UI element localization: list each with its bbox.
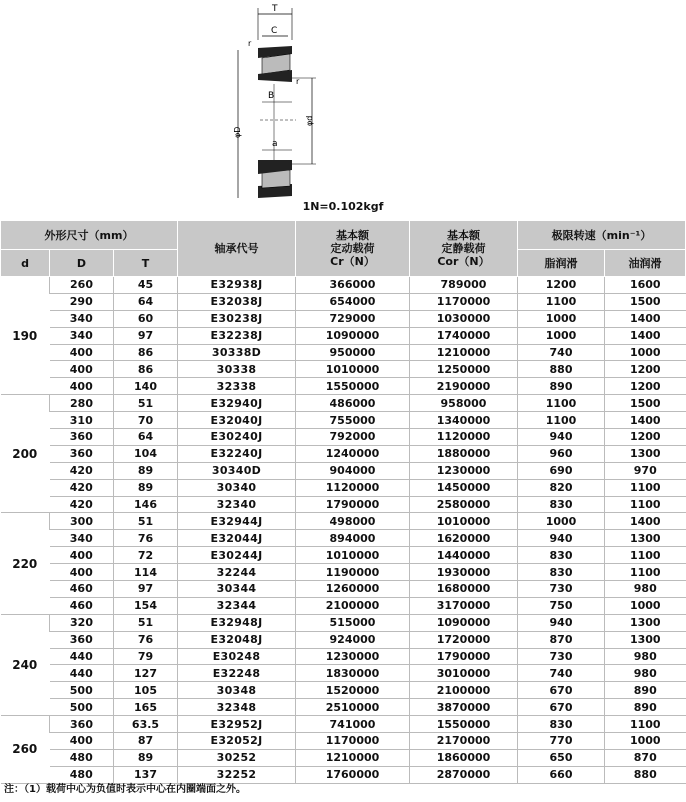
bearing-code-cell: 32252: [178, 766, 296, 783]
outer-diameter-cell: 300: [50, 513, 114, 530]
grease-speed-cell: 1000: [518, 327, 605, 344]
grease-speed-cell: 880: [518, 361, 605, 378]
bearing-code-cell: 30340: [178, 479, 296, 496]
static-load-cell: 1030000: [410, 310, 518, 327]
table-row: [1, 682, 686, 699]
label-D: φD: [233, 126, 242, 138]
table-row: [1, 277, 686, 294]
oil-speed-cell: 980: [605, 581, 686, 598]
width-cell: 87: [114, 733, 178, 750]
oil-speed-cell: 1400: [605, 327, 686, 344]
static-load-cell: 2870000: [410, 766, 518, 783]
width-cell: 89: [114, 462, 178, 479]
dynamic-load-cell: 654000: [296, 293, 410, 310]
dynamic-load-cell: 1120000: [296, 479, 410, 496]
dynamic-load-cell: 950000: [296, 344, 410, 361]
width-cell: 63.5: [114, 716, 178, 733]
table-row: [1, 445, 686, 462]
static-load-cell: 1340000: [410, 412, 518, 429]
oil-speed-cell: 1300: [605, 445, 686, 462]
outer-diameter-cell: 360: [50, 716, 114, 733]
static-load-cell: 1880000: [410, 445, 518, 462]
oil-speed-cell: 1600: [605, 277, 686, 294]
oil-speed-cell: 1300: [605, 530, 686, 547]
dynamic-load-cell: 1830000: [296, 665, 410, 682]
width-cell: 89: [114, 479, 178, 496]
bearing-code-cell: 30338D: [178, 344, 296, 361]
outer-diameter-cell: 420: [50, 462, 114, 479]
dynamic-load-cell: 792000: [296, 429, 410, 446]
grease-speed-cell: 830: [518, 547, 605, 564]
bearing-code-cell: E32944J: [178, 513, 296, 530]
width-cell: 51: [114, 513, 178, 530]
bearing-code-cell: E32048J: [178, 631, 296, 648]
grease-speed-cell: 1200: [518, 277, 605, 294]
outer-diameter-cell: 400: [50, 733, 114, 750]
dynamic-load-cell: 1170000: [296, 733, 410, 750]
header-d: d: [1, 250, 50, 277]
outer-diameter-cell: 400: [50, 564, 114, 581]
static-load-cell: 2100000: [410, 682, 518, 699]
dynamic-load-cell: 2100000: [296, 597, 410, 614]
dynamic-load-cell: 1010000: [296, 547, 410, 564]
grease-speed-cell: 770: [518, 733, 605, 750]
width-cell: 86: [114, 344, 178, 361]
outer-diameter-cell: 460: [50, 581, 114, 598]
outer-diameter-cell: 400: [50, 361, 114, 378]
grease-speed-cell: 890: [518, 378, 605, 395]
label-r-2: r: [296, 77, 300, 86]
oil-speed-cell: 880: [605, 766, 686, 783]
outer-diameter-cell: 440: [50, 665, 114, 682]
oil-speed-cell: 1000: [605, 597, 686, 614]
width-cell: 104: [114, 445, 178, 462]
bearing-code-cell: E30240J: [178, 429, 296, 446]
bearing-code-cell: 30348: [178, 682, 296, 699]
grease-speed-cell: 1000: [518, 310, 605, 327]
static-load-cell: 1450000: [410, 479, 518, 496]
table-row: [1, 327, 686, 344]
outer-diameter-cell: 500: [50, 699, 114, 716]
static-load-cell: 1120000: [410, 429, 518, 446]
static-load-cell: 3010000: [410, 665, 518, 682]
dynamic-load-cell: 894000: [296, 530, 410, 547]
grease-speed-cell: 940: [518, 614, 605, 631]
static-load-cell: 3870000: [410, 699, 518, 716]
bearing-table: [0, 220, 686, 784]
oil-speed-cell: 1100: [605, 547, 686, 564]
table-row: [1, 479, 686, 496]
width-cell: 146: [114, 496, 178, 513]
dynamic-load-cell: 366000: [296, 277, 410, 294]
static-load-cell: 1440000: [410, 547, 518, 564]
oil-speed-cell: 1500: [605, 395, 686, 412]
bearing-code-cell: E32052J: [178, 733, 296, 750]
grease-speed-cell: 830: [518, 496, 605, 513]
outer-diameter-cell: 420: [50, 496, 114, 513]
outer-diameter-cell: 360: [50, 631, 114, 648]
width-cell: 165: [114, 699, 178, 716]
oil-speed-cell: 1100: [605, 479, 686, 496]
width-cell: 114: [114, 564, 178, 581]
header-dimensions: 外形尺寸（mm）: [1, 221, 178, 250]
oil-speed-cell: 890: [605, 682, 686, 699]
outer-diameter-cell: 340: [50, 327, 114, 344]
static-load-cell: 789000: [410, 277, 518, 294]
bearing-code-cell: 32344: [178, 597, 296, 614]
width-cell: 140: [114, 378, 178, 395]
grease-speed-cell: 690: [518, 462, 605, 479]
oil-speed-cell: 1400: [605, 412, 686, 429]
width-cell: 105: [114, 682, 178, 699]
bearing-code-cell: E32948J: [178, 614, 296, 631]
footnote: 注：（1）载荷中心为负值时表示中心在内圈端面之外。: [4, 784, 246, 795]
dynamic-load-cell: 1010000: [296, 361, 410, 378]
grease-speed-cell: 940: [518, 530, 605, 547]
table-row: [1, 462, 686, 479]
static-load-cell: 1090000: [410, 614, 518, 631]
dynamic-load-cell: 924000: [296, 631, 410, 648]
dynamic-load-cell: 1260000: [296, 581, 410, 598]
outer-diameter-cell: 260: [50, 277, 114, 294]
dynamic-load-cell: 755000: [296, 412, 410, 429]
bearing-code-cell: E32040J: [178, 412, 296, 429]
bearing-code-cell: E32248: [178, 665, 296, 682]
label-B: B: [268, 91, 275, 101]
oil-speed-cell: 1000: [605, 344, 686, 361]
label-T: T: [272, 4, 278, 14]
width-cell: 76: [114, 631, 178, 648]
dynamic-load-cell: 1090000: [296, 327, 410, 344]
static-load-cell: 958000: [410, 395, 518, 412]
bearing-code-cell: 30338: [178, 361, 296, 378]
oil-speed-cell: 970: [605, 462, 686, 479]
bearing-code-cell: 32340: [178, 496, 296, 513]
width-cell: 127: [114, 665, 178, 682]
oil-speed-cell: 1100: [605, 564, 686, 581]
grease-speed-cell: 740: [518, 344, 605, 361]
table-row: [1, 716, 686, 733]
dynamic-load-cell: 1190000: [296, 564, 410, 581]
bearing-code-cell: E32038J: [178, 293, 296, 310]
width-cell: 76: [114, 530, 178, 547]
bearing-code-cell: 30252: [178, 749, 296, 766]
header-grease: 脂润滑: [518, 250, 605, 277]
width-cell: 97: [114, 327, 178, 344]
static-load-cell: 1680000: [410, 581, 518, 598]
bearing-code-cell: E30238J: [178, 310, 296, 327]
table-row: [1, 547, 686, 564]
outer-diameter-cell: 360: [50, 429, 114, 446]
bearing-code-cell: E32940J: [178, 395, 296, 412]
unit-note: 1N=0.102kgf: [302, 200, 384, 213]
table-row: [1, 665, 686, 682]
static-load-cell: 2580000: [410, 496, 518, 513]
label-r-1: r: [248, 39, 252, 48]
static-load-cell: 1740000: [410, 327, 518, 344]
table-row: [1, 749, 686, 766]
grease-speed-cell: 870: [518, 631, 605, 648]
grease-speed-cell: 740: [518, 665, 605, 682]
table-row: [1, 429, 686, 446]
table-row: [1, 310, 686, 327]
table-row: [1, 361, 686, 378]
grease-speed-cell: 940: [518, 429, 605, 446]
width-cell: 70: [114, 412, 178, 429]
outer-diameter-cell: 310: [50, 412, 114, 429]
dynamic-load-cell: 729000: [296, 310, 410, 327]
width-cell: 72: [114, 547, 178, 564]
outer-diameter-cell: 340: [50, 310, 114, 327]
bore-diameter-cell: 200: [1, 395, 50, 513]
label-d: φd: [305, 115, 314, 126]
grease-speed-cell: 820: [518, 479, 605, 496]
bearing-code-cell: E32044J: [178, 530, 296, 547]
bearing-code-cell: 32338: [178, 378, 296, 395]
outer-diameter-cell: 340: [50, 530, 114, 547]
grease-speed-cell: 830: [518, 716, 605, 733]
oil-speed-cell: 1300: [605, 631, 686, 648]
grease-speed-cell: 730: [518, 581, 605, 598]
bearing-code-cell: 32348: [178, 699, 296, 716]
table-row: [1, 395, 686, 412]
dynamic-load-cell: 515000: [296, 614, 410, 631]
width-cell: 79: [114, 648, 178, 665]
static-load-cell: 1250000: [410, 361, 518, 378]
table-row: [1, 378, 686, 395]
width-cell: 51: [114, 614, 178, 631]
bearing-code-cell: E32938J: [178, 277, 296, 294]
bearing-code-cell: 32244: [178, 564, 296, 581]
bearing-code-cell: 30340D: [178, 462, 296, 479]
header-T: T: [114, 250, 178, 277]
width-cell: 97: [114, 581, 178, 598]
static-load-cell: 1550000: [410, 716, 518, 733]
oil-speed-cell: 1500: [605, 293, 686, 310]
bearing-code-cell: 30344: [178, 581, 296, 598]
outer-diameter-cell: 400: [50, 378, 114, 395]
oil-speed-cell: 1200: [605, 361, 686, 378]
oil-speed-cell: 1100: [605, 716, 686, 733]
bearing-diagram: [200, 0, 360, 215]
grease-speed-cell: 660: [518, 766, 605, 783]
outer-diameter-cell: 400: [50, 344, 114, 361]
grease-speed-cell: 960: [518, 445, 605, 462]
oil-speed-cell: 1100: [605, 496, 686, 513]
table-row: [1, 412, 686, 429]
bore-diameter-cell: 240: [1, 614, 50, 715]
outer-diameter-cell: 400: [50, 547, 114, 564]
width-cell: 154: [114, 597, 178, 614]
grease-speed-cell: 670: [518, 682, 605, 699]
dynamic-load-cell: 498000: [296, 513, 410, 530]
bearing-code-cell: E30248: [178, 648, 296, 665]
table-row: [1, 581, 686, 598]
bore-diameter-cell: 220: [1, 513, 50, 614]
grease-speed-cell: 1100: [518, 395, 605, 412]
dynamic-load-cell: 1230000: [296, 648, 410, 665]
oil-speed-cell: 870: [605, 749, 686, 766]
static-load-cell: 2190000: [410, 378, 518, 395]
header-code: 轴承代号: [178, 221, 296, 277]
bearing-code-cell: E32952J: [178, 716, 296, 733]
static-load-cell: 1930000: [410, 564, 518, 581]
dynamic-load-cell: 1210000: [296, 749, 410, 766]
table-row: [1, 530, 686, 547]
bearing-code-cell: E32238J: [178, 327, 296, 344]
header-cr: 基本额 定动载荷 Cr（N）: [296, 221, 410, 277]
outer-diameter-cell: 360: [50, 445, 114, 462]
grease-speed-cell: 1100: [518, 412, 605, 429]
header-oil: 油润滑: [605, 250, 686, 277]
dynamic-load-cell: 904000: [296, 462, 410, 479]
outer-diameter-cell: 480: [50, 766, 114, 783]
dynamic-load-cell: 1790000: [296, 496, 410, 513]
static-load-cell: 1620000: [410, 530, 518, 547]
dynamic-load-cell: 1240000: [296, 445, 410, 462]
outer-diameter-cell: 420: [50, 479, 114, 496]
outer-diameter-cell: 320: [50, 614, 114, 631]
width-cell: 86: [114, 361, 178, 378]
oil-speed-cell: 1400: [605, 310, 686, 327]
static-load-cell: 1210000: [410, 344, 518, 361]
table-row: [1, 733, 686, 750]
oil-speed-cell: 1300: [605, 614, 686, 631]
oil-speed-cell: 1000: [605, 733, 686, 750]
grease-speed-cell: 670: [518, 699, 605, 716]
grease-speed-cell: 830: [518, 564, 605, 581]
table-row: [1, 293, 686, 310]
grease-speed-cell: 1000: [518, 513, 605, 530]
table-row: [1, 597, 686, 614]
oil-speed-cell: 890: [605, 699, 686, 716]
dynamic-load-cell: 486000: [296, 395, 410, 412]
oil-speed-cell: 1400: [605, 513, 686, 530]
table-row: [1, 496, 686, 513]
static-load-cell: 1790000: [410, 648, 518, 665]
bearing-code-cell: E32240J: [178, 445, 296, 462]
table-row: [1, 648, 686, 665]
width-cell: 64: [114, 293, 178, 310]
outer-diameter-cell: 280: [50, 395, 114, 412]
table-row: [1, 344, 686, 361]
oil-speed-cell: 1200: [605, 378, 686, 395]
outer-diameter-cell: 480: [50, 749, 114, 766]
label-a: a: [272, 139, 278, 149]
static-load-cell: 3170000: [410, 597, 518, 614]
header-cor: 基本额 定静载荷 Cor（N）: [410, 221, 518, 277]
label-C: C: [271, 26, 278, 36]
width-cell: 60: [114, 310, 178, 327]
header-D: D: [50, 250, 114, 277]
dynamic-load-cell: 2510000: [296, 699, 410, 716]
width-cell: 89: [114, 749, 178, 766]
outer-diameter-cell: 440: [50, 648, 114, 665]
table-row: [1, 564, 686, 581]
dynamic-load-cell: 1520000: [296, 682, 410, 699]
table-row: [1, 513, 686, 530]
table-row: [1, 614, 686, 631]
table-row: [1, 631, 686, 648]
static-load-cell: 1860000: [410, 749, 518, 766]
bearing-code-cell: E30244J: [178, 547, 296, 564]
dynamic-load-cell: 741000: [296, 716, 410, 733]
static-load-cell: 1010000: [410, 513, 518, 530]
outer-diameter-cell: 500: [50, 682, 114, 699]
table-row: [1, 699, 686, 716]
width-cell: 45: [114, 277, 178, 294]
dynamic-load-cell: 1550000: [296, 378, 410, 395]
bore-diameter-cell: 260: [1, 716, 50, 784]
grease-speed-cell: 730: [518, 648, 605, 665]
bore-diameter-cell: 190: [1, 277, 50, 395]
oil-speed-cell: 980: [605, 665, 686, 682]
static-load-cell: 2170000: [410, 733, 518, 750]
static-load-cell: 1170000: [410, 293, 518, 310]
grease-speed-cell: 750: [518, 597, 605, 614]
width-cell: 64: [114, 429, 178, 446]
width-cell: 51: [114, 395, 178, 412]
outer-diameter-cell: 460: [50, 597, 114, 614]
header-speed: 极限转速（min⁻¹）: [518, 221, 686, 250]
oil-speed-cell: 980: [605, 648, 686, 665]
width-cell: 137: [114, 766, 178, 783]
static-load-cell: 1720000: [410, 631, 518, 648]
static-load-cell: 1230000: [410, 462, 518, 479]
grease-speed-cell: 1100: [518, 293, 605, 310]
outer-diameter-cell: 290: [50, 293, 114, 310]
oil-speed-cell: 1200: [605, 429, 686, 446]
dynamic-load-cell: 1760000: [296, 766, 410, 783]
grease-speed-cell: 650: [518, 749, 605, 766]
